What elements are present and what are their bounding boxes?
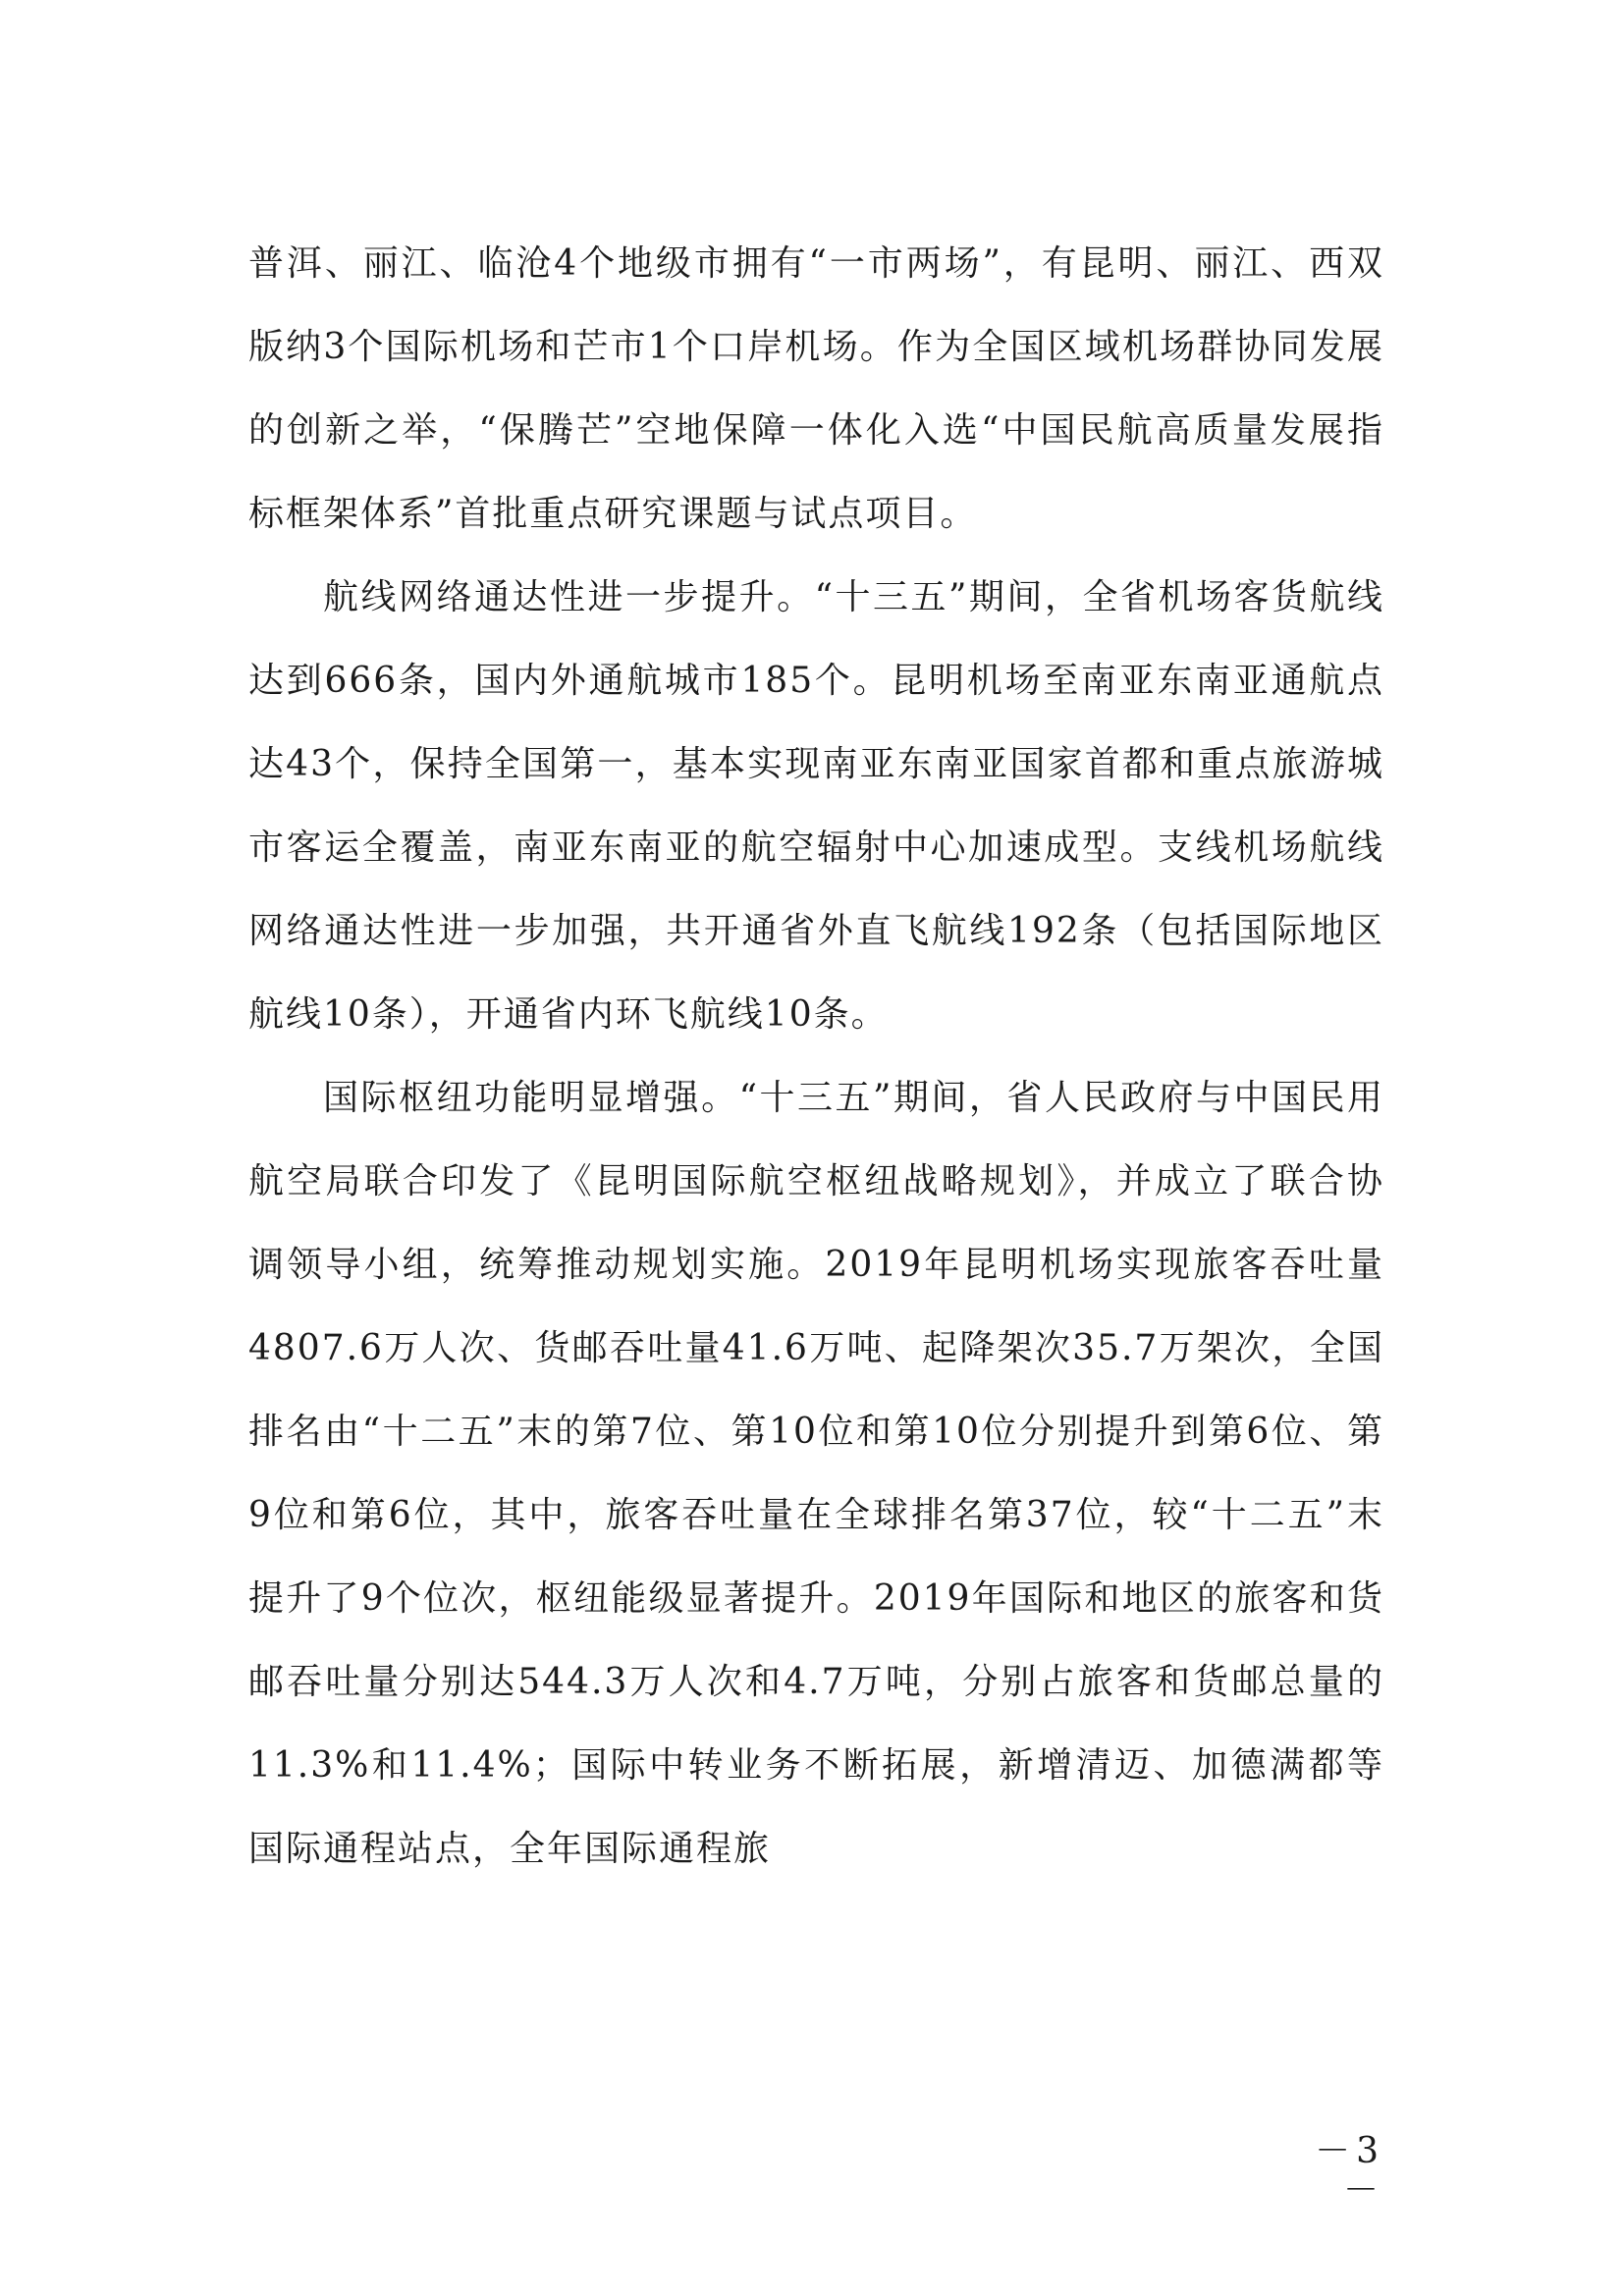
page-number: －3－ [1315, 2131, 1384, 2211]
page-body [248, 222, 1384, 1891]
paragraph: 国际枢纽功能明显增强。“十三五”期间，省人民政府与中国民用航空局联合印发了《昆明国际航空枢纽战略规划》，并成立了联合协调领导小组，统筹推动规划实施。2019年昆明机场实现旅客吞吐量4807.6万人次、货邮吞吐量41.6万吨、起降架次35.7万架次，全国排名由“十二五”末的第7位、第10位和第10位分别提升到第6位、第9位和第6位，其中，旅客吞吐量在全球排名第37位，较“十二五”末提升了9个位次，枢纽能级显著提升。2019年国际和地区的旅客和货邮吞吐量分别达544.3万人次和4.7万吨，分别占旅客和货邮总量的11.3%和11.4%；国际中转业务不断拓展，新增清迈、加德满都等国际通程站点，全年国际通程旅 [248, 1078, 1384, 1869]
paragraph: 普洱、丽江、临沧4个地级市拥有“一市两场”，有昆明、丽江、西双版纳3个国际机场和芒市1个口岸机场。作为全国区域机场群协同发展的创新之举，“保腾芒”空地保障一体化入选“中国民航高质量发展指标框架体系”首批重点研究课题与试点项目。 [248, 243, 1384, 534]
paragraph: 航线网络通达性进一步提升。“十三五”期间，全省机场客货航线达到666条，国内外通航城市185个。昆明机场至南亚东南亚通航点达43个，保持全国第一，基本实现南亚东南亚国家首都和重点旅游城市客运全覆盖，南亚东南亚的航空辐射中心加速成型。支线机场航线网络通达性进一步加强，共开通省外直飞航线192条（包括国际地区航线10条），开通省内环飞航线10条。 [248, 577, 1384, 1035]
